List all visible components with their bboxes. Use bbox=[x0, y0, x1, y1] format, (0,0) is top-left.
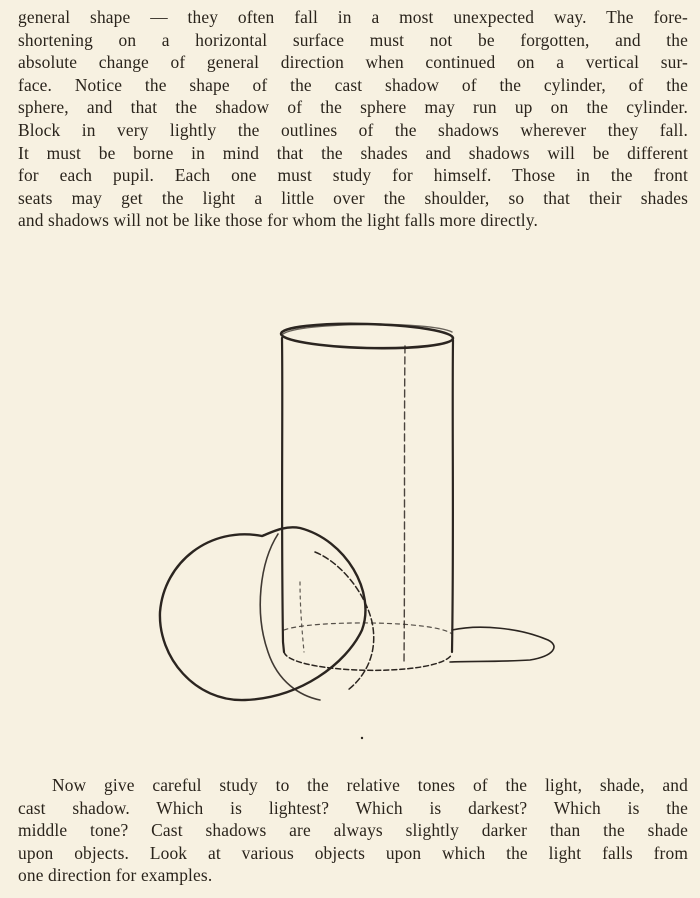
sphere-outline bbox=[160, 527, 366, 700]
text-line: cast shadow. Which is lightest? Which is darkest? Which is the bbox=[18, 797, 688, 818]
text-line: It must be borne in mind that the shades and shadows will be different bbox=[18, 142, 688, 163]
text-line: shortening on a horizontal surface must not be forgotten, and the bbox=[18, 29, 688, 50]
text-line: sphere, and that the shadow of the sphere may run up on the cylinder. bbox=[18, 97, 688, 118]
cylinder-left-edge bbox=[282, 338, 284, 652]
text-line: absolute change of general direction when continued on a vertical sur- bbox=[18, 52, 688, 73]
text-line: seats may get the light a little over the shoulder, so that their shades bbox=[18, 187, 688, 208]
text-line: Now give careful study to the relative tones of the light, shade, and bbox=[52, 775, 688, 795]
text-line: one direction for examples. bbox=[18, 865, 213, 886]
bottom-paragraph bbox=[18, 774, 688, 887]
ink-dot bbox=[361, 737, 363, 739]
top-paragraph bbox=[18, 6, 688, 232]
shade-boundary-line bbox=[404, 346, 405, 664]
cylinder-right-edge bbox=[452, 340, 453, 652]
cylinder-top-ellipse bbox=[281, 322, 454, 350]
text-line: face. Notice the shape of the cast shadow of the cylinder, of the bbox=[18, 74, 688, 95]
text-line: Block in very lightly the outlines of the shadows wherever they fall. bbox=[18, 119, 688, 140]
sphere-shadow-on-cylinder bbox=[300, 582, 304, 652]
text-line: and shadows will not be like those for whom the light falls more directly. bbox=[18, 210, 538, 231]
cylinder-cast-shadow bbox=[450, 627, 554, 662]
text-line: for each pupil. Each one must study for himself. Those in the front bbox=[18, 165, 688, 186]
text-line: middle tone? Cast shadows are always slightly darker than the shade bbox=[18, 820, 688, 841]
text-line: upon objects. Look at various objects upon which the light falls from bbox=[18, 842, 688, 863]
cylinder-sphere-sketch bbox=[150, 312, 570, 752]
sphere-shade-curve bbox=[260, 534, 320, 700]
cylinder-base-back bbox=[284, 623, 452, 634]
text-line: general shape — they often fall in a most unexpected way. The fore- bbox=[18, 7, 688, 27]
cylinder-base-ellipse bbox=[284, 652, 452, 670]
sketch-svg bbox=[150, 312, 570, 752]
